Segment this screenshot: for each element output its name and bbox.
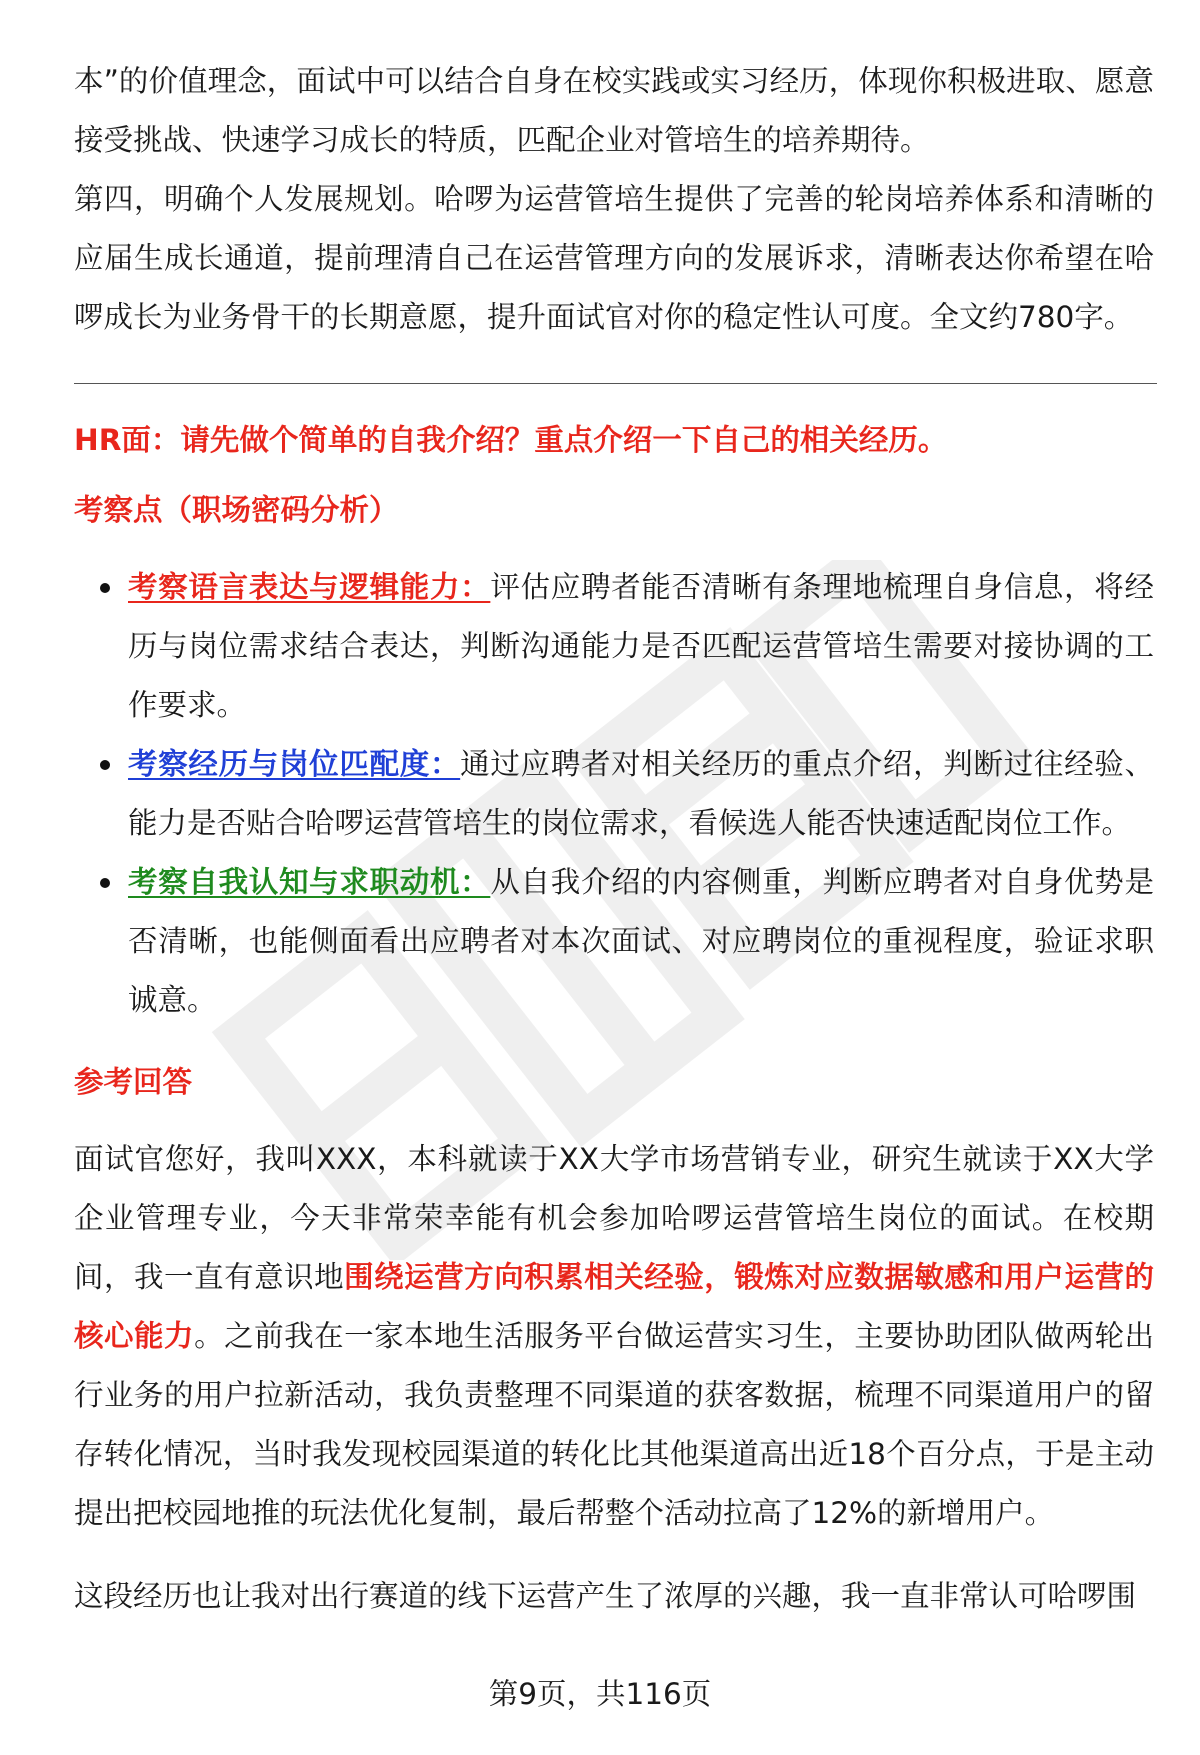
bullet-dot-icon (100, 760, 110, 770)
answer-continuation-line: 这段经历也让我对出行赛道的线下运营产生了浓厚的兴趣，我一直非常认可哈啰围 (74, 1579, 1137, 1613)
analysis-section-label: 考察点（职场密码分析） (74, 493, 399, 527)
answer-text-before: 面试官您好，我叫XXX，本科就读于XX大学市场营销专业，研究生就读于XX大学企业管理专业，今天非常荣幸能有机会参加哈啰运营管培生岗位的面试。在校期间，我一直有意识地 (74, 1142, 1154, 1294)
answer-text-after: 。之前我在一家本地生活服务平台做运营实习生，主要协助团队做两轮出行业务的用户拉新活动，我负责整理不同渠道的获客数据，梳理不同渠道用户的留存转化情况，当时我发现校园渠道的转化比其他渠道高出近18个百分点，于是主动提出把校园地推的玩法优化复制，最后帮整个活动拉高了12%的新增用户。 (74, 1319, 1154, 1530)
intro-paragraph-1: 本”的价值理念，面试中可以结合自身在校实践或实习经历，体现你积极进取、愿意接受挑战、快速学习成长的特质，匹配企业对管培生的培养期待。 (74, 64, 1154, 157)
main-content (74, 52, 1154, 1626)
analysis-point (74, 735, 1154, 853)
bullet-dot-icon (100, 583, 110, 593)
answer-highlight: 围绕运营方向积累相关经验，锻炼对应数据敏感和用户运营的核心能力 (74, 1260, 1154, 1353)
page-number-footer: 第9页，共116页 (488, 1677, 712, 1711)
point-text: 通过应聘者对相关经历的重点介绍，判断过往经验、能力是否贴合哈啰运营管培生的岗位需求，看候选人能否快速适配岗位工作。 (128, 747, 1154, 840)
point-text: 从自我介绍的内容侧重，判断应聘者对自身优势是否清晰，也能侧面看出应聘者对本次面试、对应聘岗位的重视程度，验证求职诚意。 (128, 865, 1154, 1017)
intro-paragraph-2: 第四，明确个人发展规划。哈啰为运营管培生提供了完善的轮岗培养体系和清晰的应届生成长通道，提前理清自己在运营管理方向的发展诉求，清晰表达你希望在哈啰成长为业务骨干的长期意愿，提升面试官对你的稳定性认可度。全文约780字。 (74, 182, 1154, 334)
reference-answer-paragraph (74, 1130, 1154, 1543)
point-keyword: 考察经历与岗位匹配度： (128, 747, 461, 781)
point-text: 评估应聘者能否清晰有条理地梳理自身信息，将经历与岗位需求结合表达，判断沟通能力是否匹配运营管培生需要对接协调的工作要求。 (128, 570, 1154, 722)
point-keyword: 考察自我认知与求职动机： (128, 865, 491, 899)
analysis-points-list (74, 558, 1154, 1030)
point-keyword: 考察语言表达与逻辑能力： (128, 570, 491, 604)
question-title: HR面：请先做个简单的自我介绍？重点介绍一下自己的相关经历。 (74, 423, 948, 457)
analysis-point (74, 853, 1154, 1030)
section-divider (74, 383, 1157, 384)
reference-answer-label: 参考回答 (74, 1065, 193, 1099)
bullet-dot-icon (100, 878, 110, 888)
analysis-point (74, 558, 1154, 735)
